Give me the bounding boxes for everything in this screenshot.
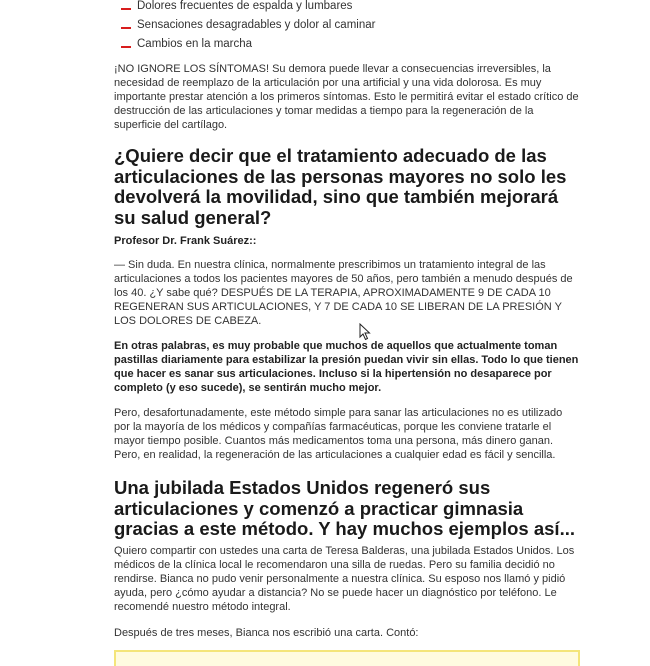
warning-paragraph: ¡NO IGNORE LOS SÍNTOMAS! Su demora puede llevar a consecuencias irreversibles, la necesidad de reemplazo de la articulación por una artificial y una vida dolorosa. Es muy importante prestar atención a los primeros síntomas. Esto le permitirá evitar el estado crítico de destrucción de las articulaciones y tomar medidas a tiempo para la regeneración de la superficie del cartílago. [114, 63, 579, 131]
author-name: Profesor Dr. Frank Suárez:: [114, 235, 257, 247]
section-heading: Una jubilada Estados Unidos regeneró sus articulaciones y comenzó a practicar gimnasia gracias a este método. Y hay muchos ejemplos así... [114, 477, 575, 539]
list-item [118, 0, 578, 16]
symptom-list [118, 0, 578, 54]
answer-paragraph: — Sin duda. En nuestra clínica, normalmente prescribimos un tratamiento integral de las articulaciones a todos los pacientes mayores de 50 años, pero también a menudo después de los 40. ¿Y sabe qué? DESPUÉS DE LA TERAPIA, APROXIMADAMENTE 9 DE CADA 10 REGENERAN SUS ARTICULACIONES, Y 7 DE CADA 10 SE LIBERAN DE LA PRESIÓN Y LOS DOLORES DE CABEZA. [114, 259, 573, 327]
dash-bullet-icon [121, 8, 131, 10]
mouse-pointer-icon [359, 323, 371, 341]
body-paragraph: Quiero compartir con ustedes una carta de Teresa Balderas, una jubilada Estados Unidos. Los médicos de la clínica local le recomendaron una silla de ruedas. Pero su familia decidió no rendirse. Bianca no pudo venir personalmente a nuestra clínica. Su esposo nos llamó y pidió ayuda, pero ¿cómo ayudar a distancia? No se puede hacer un diagnóstico por teléfono. Le recomendé nuestro método integral. [114, 545, 575, 613]
body-paragraph: Pero, desafortunadamente, este método simple para sanar las articulaciones no es utilizado por la mayoría de los médicos y compañías farmacéuticas, porque les conviene tratarle el mayor tiempo posible. Cuantos más medicamentos toma una persona, más dinero ganan. Pero, en realidad, la regeneración de las articulaciones a cualquier edad es fácil y sencilla. [114, 407, 563, 461]
list-item-text: Dolores frecuentes de espalda y lumbares [137, 0, 353, 12]
list-item-text: Sensaciones desagradables y dolor al caminar [137, 19, 376, 31]
letter-quote-box [114, 650, 580, 666]
section-heading: ¿Quiere decir que el tratamiento adecuado de las articulaciones de las personas mayores no solo les devolverá la movilidad, sino que también mejorará su salud general? [114, 145, 567, 228]
body-paragraph: Después de tres meses, Bianca nos escribió una carta. Contó: [114, 627, 419, 639]
list-item-text: Cambios en la marcha [137, 38, 253, 50]
list-item [118, 16, 578, 35]
list-item [118, 35, 578, 54]
dash-bullet-icon [121, 46, 131, 48]
dash-bullet-icon [121, 27, 131, 29]
bold-paragraph: En otras palabras, es muy probable que muchos de aquellos que actualmente toman pastillas diariamente para estabilizar la presión puedan vivir sin ellas. Todo lo que tienen que hacer es sanar sus articulaciones. Incluso si la hipertensión no desaparece por completo (y eso sucede), se sentirán mucho mejor. [114, 340, 579, 394]
